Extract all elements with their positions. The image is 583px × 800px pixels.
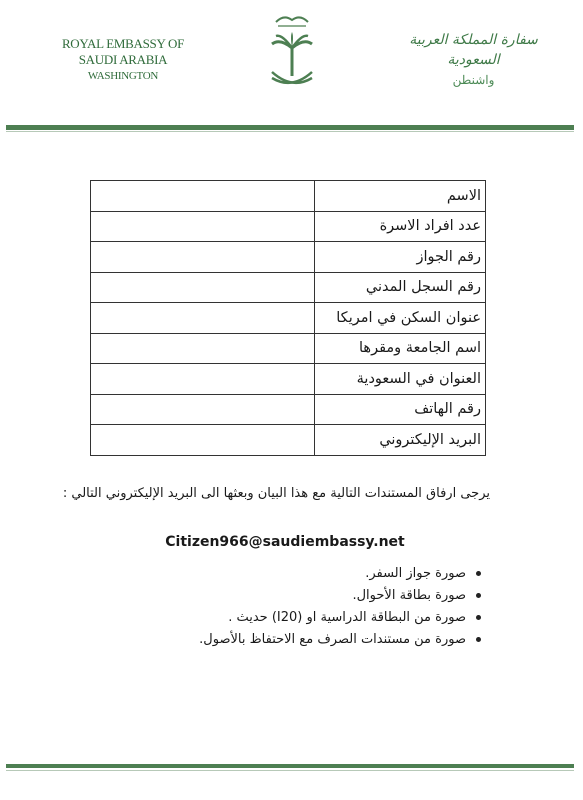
footer-divider (6, 764, 574, 768)
embassy-city-english: WASHINGTON (87, 70, 159, 82)
saudi-emblem-icon (266, 8, 318, 98)
document-name: صورة من البطاقة الدراسية او (I20) حديث . (228, 610, 466, 625)
field-value[interactable] (91, 364, 315, 395)
field-label: العنوان في السعودية (314, 364, 485, 395)
field-label: رقم الهاتف (314, 394, 485, 425)
table-row (91, 181, 486, 212)
citizen-info-table (90, 180, 486, 456)
embassy-name-english (48, 36, 198, 84)
field-value[interactable] (91, 181, 315, 212)
bullet-icon (476, 571, 481, 576)
table-row (91, 364, 486, 395)
list-item (199, 563, 481, 585)
field-value[interactable] (91, 272, 315, 303)
field-label: رقم السجل المدني (314, 272, 485, 303)
document-name: صورة من مستندات الصرف مع الاحتفاظ بالأصول. (199, 632, 466, 647)
field-label: عدد افراد الاسرة (314, 211, 485, 242)
bullet-icon (476, 615, 481, 620)
table-row (91, 303, 486, 334)
list-item (199, 585, 481, 607)
table-row (91, 333, 486, 364)
required-documents-list (199, 563, 481, 651)
field-value[interactable] (91, 394, 315, 425)
embassy-name-arabic (386, 30, 561, 90)
field-value[interactable] (91, 242, 315, 273)
table-row (91, 211, 486, 242)
embassy-city-arabic: واشنطن (452, 73, 495, 87)
document-name: صورة جواز السفر. (365, 566, 466, 581)
list-item (199, 629, 481, 651)
table-row (91, 425, 486, 456)
field-value[interactable] (91, 333, 315, 364)
field-label: الاسم (314, 181, 485, 212)
field-value[interactable] (91, 425, 315, 456)
field-label: البريد الإليكتروني (314, 425, 485, 456)
field-label: عنوان السكن في امريكا (314, 303, 485, 334)
embassy-name-arabic-text: سفارة المملكة العربية السعودية (409, 32, 538, 68)
attachment-instructions: يرجى ارفاق المستندات التالية مع هذا البيان وبعثها الى البريد الإليكتروني التالي : (62, 486, 490, 501)
field-value[interactable] (91, 211, 315, 242)
contact-email[interactable]: Citizen966@saudiembassy.net (165, 534, 405, 550)
table-row (91, 394, 486, 425)
table-row (91, 272, 486, 303)
table-row (91, 242, 486, 273)
field-label: رقم الجواز (314, 242, 485, 273)
embassy-name-line: ROYAL EMBASSY OF SAUDI ARABIA (61, 36, 185, 67)
bullet-icon (476, 593, 481, 598)
letterhead (0, 0, 583, 135)
footer-divider-thin (6, 770, 574, 771)
field-label: اسم الجامعة ومقرها (314, 333, 485, 364)
bullet-icon (476, 637, 481, 642)
list-item (199, 607, 481, 629)
field-value[interactable] (91, 303, 315, 334)
header-divider (6, 125, 574, 130)
header-divider-thin (6, 131, 574, 132)
document-name: صورة بطاقة الأحوال. (352, 588, 466, 603)
